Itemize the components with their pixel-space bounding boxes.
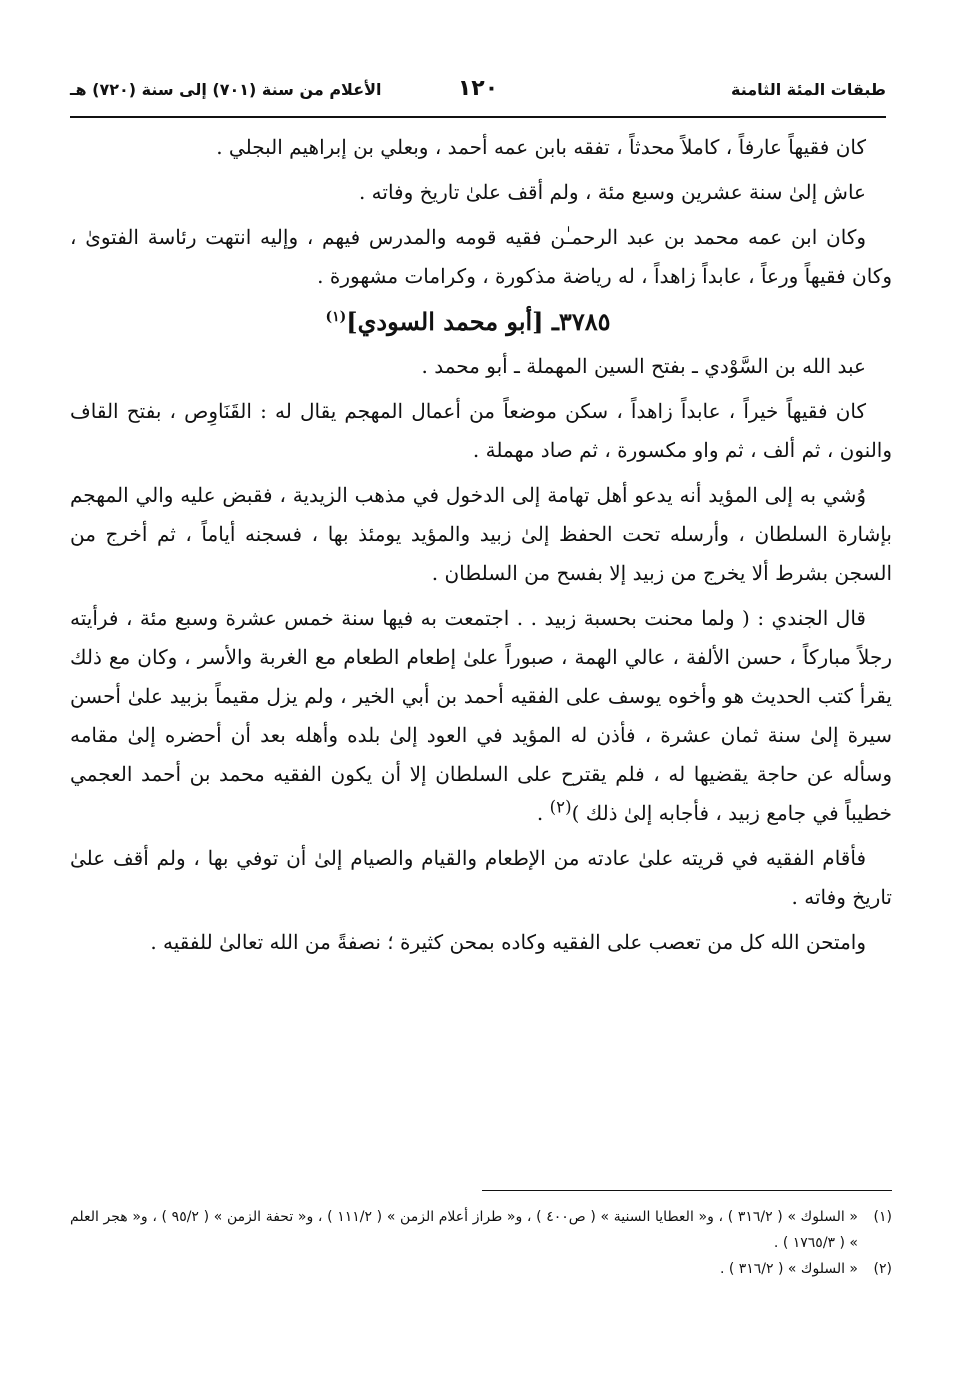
footnote-divider <box>482 1190 892 1191</box>
footnote-text: « السلوك » ( ٣١٦/٢ ) ، و« العطايا السنية » ( ص٤٠٠ ) ، و« طراز أعلام الزمن » ( ١١١/٢ ) ، و« تحفة الزمن » ( ٩٥/٢ ) ، و« هجر العلم » ( ١٧٦٥/٣ ) . <box>70 1209 858 1251</box>
main-text <box>70 128 892 968</box>
paragraph: وكان ابن عمه محمد بن عبد الرحمـٰن فقيه قومه والمدرس فيهم ، وإليه انتهت رئاسة الفتوىٰ ، وكان فقيهاً ورعاً ، عابداً زاهداً ، له رياضة مذكورة ، وكرامات مشهورة . <box>70 225 892 288</box>
header-divider <box>70 116 886 118</box>
footnotes <box>70 1204 892 1282</box>
quote-paragraph <box>70 599 892 833</box>
footnote <box>70 1256 892 1282</box>
quote-text: قال الجندي : ( ولما محنت بحسبة زبيد . . اجتمعت به فيها سنة خمس عشرة وسبع مئة ، فرأيته رجلاً مباركاً ، حسن الألفة ، عالي الهمة ، صبوراً علىٰ إطعام الطعام مع الغربة والأسر ، وكان مع ذلك يقرأ كتب الحديث هو وأخوه يوسف على الفقيه أحمد بن أبي الخير ، ولم يزل مقيماً بزبيد علىٰ أحسن سيرة إلىٰ سنة ثمان عشرة ، فأذن له المؤيد في العود إلىٰ بلده وأهله بعد أن أحضره إلىٰ مقامه وسأله عن حاجة يقضيها له ، فلم يقترح على السلطان إلا أن يكون الفقيه محمد بن أحمد العجمي خطيباً في جامع زبيد ، فأجابه إلىٰ ذلك ) <box>70 606 892 825</box>
footnote-ref: (١) <box>325 309 347 325</box>
paragraph: عبد الله بن السَّوْدي ـ بفتح السين المهملة ـ أبو محمد . <box>421 354 866 378</box>
quote-end: . <box>536 801 550 825</box>
paragraph: وامتحن الله كل من تعصب على الفقيه وكاده بمحن كثيرة ؛ نصفةً من الله تعالىٰ للفقيه . <box>150 930 866 954</box>
running-header <box>70 76 886 104</box>
page-number: ١٢٠ <box>457 76 499 101</box>
paragraph: وُشي به إلى المؤيد أنه يدعو أهل تهامة إلى الدخول في مذهب الزيدية ، فقبض عليه والي المهجم بإشارة السلطان ، وأرسله تحت الحفظ إلىٰ زبيد والمؤيد يومئذ بها ، فسجنه أياماً ، ثم أخرج من السجن بشرط ألا يخرج من زبيد إلا بفسح من السلطان . <box>70 483 892 585</box>
paragraph: كان فقيهاً خيراً ، عابداً زاهداً ، سكن موضعاً من أعمال المهجم يقال له : القَنَاوِص ، بفتح القاف والنون ، ثم ألف ، ثم واو مكسورة ، ثم صاد مهملة . <box>70 399 892 462</box>
paragraph: فأقام الفقيه في قريته علىٰ عادته من الإطعام والقيام والصيام إلىٰ أن توفي بها ، ولم أقف علىٰ تاريخ وفاته . <box>70 846 892 909</box>
entry-heading <box>70 302 892 341</box>
footnote-number: (١) <box>873 1209 892 1225</box>
footnote <box>70 1204 892 1256</box>
paragraph: عاش إلىٰ سنة عشرين وسبع مئة ، ولم أقف علىٰ تاريخ وفاته . <box>358 180 866 204</box>
footnote-text: « السلوك » ( ٣١٦/٢ ) . <box>719 1261 858 1277</box>
book-title: طبقات المئة الثامنة <box>731 80 886 99</box>
footnote-ref: (٢) <box>549 797 572 817</box>
paragraph: كان فقيهاً عارفاً ، كاملاً محدثاً ، تفقه بابن عمه أحمد ، وبعلي بن إبراهيم البجلي . <box>216 135 866 159</box>
range-title: الأعلام من سنة (٧٠١) إلى سنة (٧٢٠) هـ <box>70 80 382 99</box>
footnote-number: (٢) <box>873 1261 892 1277</box>
entry-heading-text: ٣٧٨٥ـ [أبو محمد السودي] <box>346 307 611 336</box>
